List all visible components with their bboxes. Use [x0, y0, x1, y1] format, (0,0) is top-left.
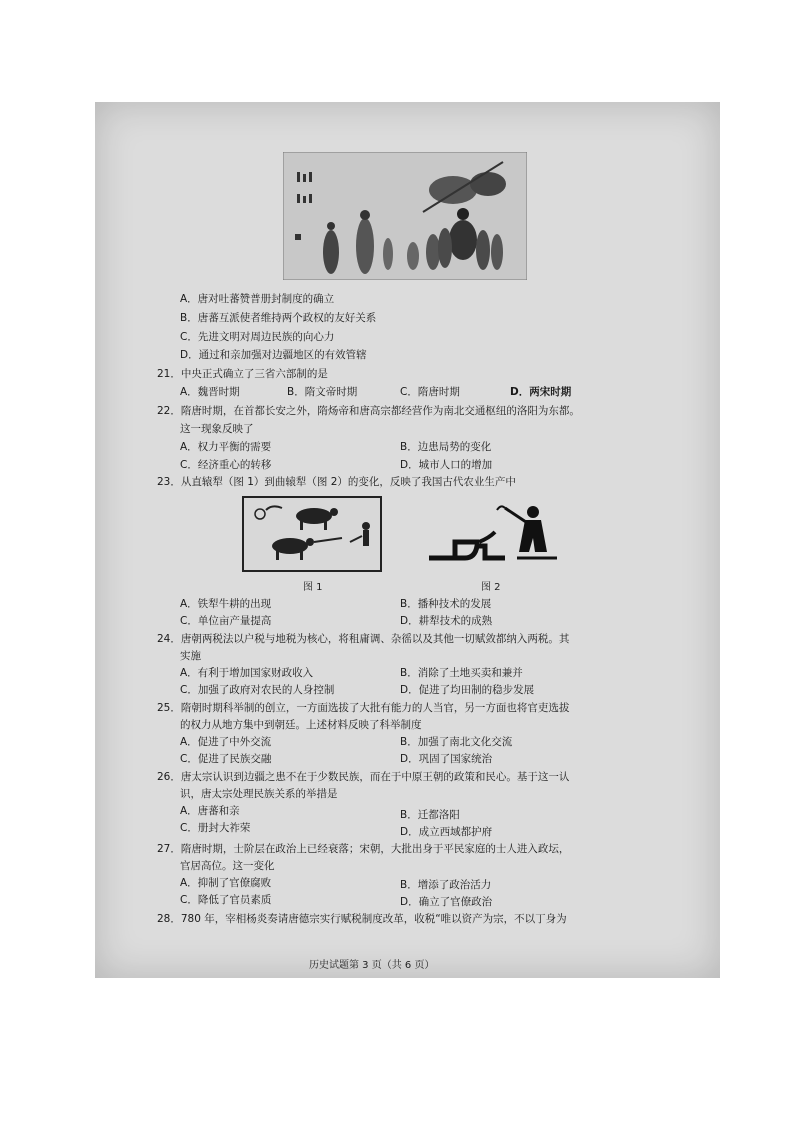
q22-option-b: B．边患局势的变化: [400, 441, 492, 453]
q28-stem-line1: 28．780 年，宰相杨炎奏请唐德宗实行赋税制度改革，收税“唯以资产为宗，不以丁身为: [157, 913, 567, 925]
q27-stem-line2: 官居高位。这一变化: [180, 860, 275, 872]
q26-option-b: B．迁都洛阳: [400, 809, 460, 821]
q24-stem-line2: 实施: [180, 650, 201, 662]
q23-option-c: C．单位亩产量提高: [180, 615, 272, 627]
exam-page: [95, 102, 720, 978]
q22-stem-line2: 这一现象反映了: [180, 423, 254, 435]
straight-plough-figure: [242, 496, 382, 572]
q26-option-d: D．成立西域都护府: [400, 826, 493, 838]
q26-stem-line1: 26．唐太宗认识到边疆之患不在于少数民族，而在于中原王朝的政策和民心。基于这一认: [157, 771, 570, 783]
q25-option-d: D．巩固了国家统治: [400, 753, 493, 765]
q27-option-c: C．降低了官员素质: [180, 894, 272, 906]
q25-option-c: C．促进了民族交融: [180, 753, 272, 765]
painting-svg: [283, 152, 527, 280]
q25-stem-line1: 25．隋朝时期科举制的创立，一方面选拔了大批有能力的人当官，另一方面也将官吏选拔: [157, 702, 570, 714]
bunian-painting-image: [283, 152, 527, 280]
q21-option-b: B．隋文帝时期: [287, 386, 358, 398]
q23-option-d: D．耕犁技术的成熟: [400, 615, 493, 627]
q25-option-a: A．促进了中外交流: [180, 736, 272, 748]
q21-stem: 21．中央正式确立了三省六部制的是: [157, 368, 328, 380]
q21-option-a: A．魏晋时期: [180, 386, 240, 398]
q22-option-d: D．城市人口的增加: [400, 459, 493, 471]
q22-option-a: A．权力平衡的需要: [180, 441, 272, 453]
q23-option-a: A．铁犁牛耕的出现: [180, 598, 272, 610]
q20-option-d: D．通过和亲加强对边疆地区的有效管辖: [180, 349, 367, 361]
q24-option-b: B．消除了土地买卖和兼并: [400, 667, 523, 679]
q26-option-a: A．唐蕃和亲: [180, 805, 240, 817]
q27-option-a: A．抑制了官僚腐败: [180, 877, 272, 889]
fig2-caption: 图 2: [481, 582, 501, 593]
q22-option-c: C．经济重心的转移: [180, 459, 272, 471]
q24-option-d: D．促进了均田制的稳步发展: [400, 684, 535, 696]
q27-option-b: B．增添了政治活力: [400, 879, 492, 891]
q22-stem-line1: 22．隋唐时期，在首都长安之外，隋炀帝和唐高宗都经营作为南北交通枢纽的洛阳为东都。: [157, 405, 580, 417]
q20-option-b: B．唐蕃互派使者维持两个政权的友好关系: [180, 312, 377, 324]
q24-option-c: C．加强了政府对农民的人身控制: [180, 684, 335, 696]
curved-plough-figure: [425, 502, 565, 566]
q25-stem-line2: 的权力从地方集中到朝廷。上述材料反映了科举制度: [180, 719, 422, 731]
q26-stem-line2: 识，唐太宗处理民族关系的举措是: [180, 788, 338, 800]
q26-option-c: C．册封大祚荣: [180, 822, 251, 834]
q25-option-b: B．加强了南北文化交流: [400, 736, 513, 748]
q23-stem: 23．从直辕犁（图 1）到曲辕犁（图 2）的变化，反映了我国古代农业生产中: [157, 476, 516, 488]
fig2-svg: [425, 502, 565, 566]
q24-stem-line1: 24．唐朝两税法以户税与地税为核心，将租庸调、杂徭以及其他一切赋敛都纳入两税。其: [157, 633, 570, 645]
q27-stem-line1: 27．隋唐时期，士阶层在政治上已经衰落；宋朝，大批出身于平民家庭的士人进入政坛，: [157, 843, 570, 855]
fig1-svg: [242, 496, 382, 572]
fig1-caption: 图 1: [303, 582, 323, 593]
q24-option-a: A．有利于增加国家财政收入: [180, 667, 314, 679]
q27-option-d: D．确立了官僚政治: [400, 896, 493, 908]
q21-option-c: C．隋唐时期: [400, 386, 460, 398]
q23-option-b: B．播种技术的发展: [400, 598, 492, 610]
q20-option-a: A．唐对吐蕃赞普册封制度的确立: [180, 293, 335, 305]
q20-option-c: C．先进文明对周边民族的向心力: [180, 331, 335, 343]
q21-option-d: D．两宋时期: [510, 386, 572, 398]
page-footer: 历史试题第 3 页（共 6 页）: [309, 960, 435, 971]
